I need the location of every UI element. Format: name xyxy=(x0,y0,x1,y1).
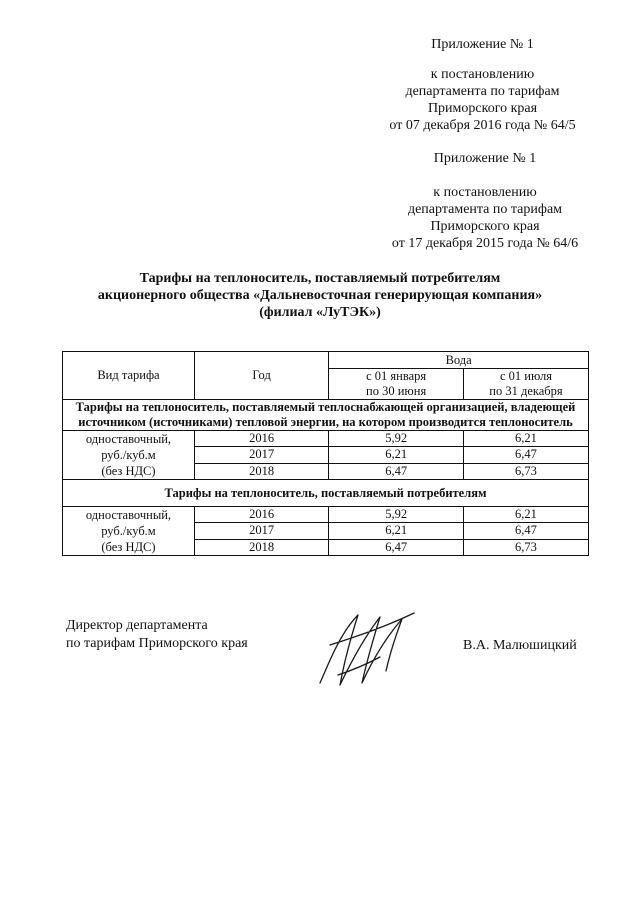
cell-year: 2018 xyxy=(194,539,328,555)
cell-value: 6,47 xyxy=(463,447,588,463)
row-label-line: (без НДС) xyxy=(101,464,156,478)
header-water: Вода xyxy=(329,352,589,369)
cell-value: 6,21 xyxy=(329,447,464,463)
appendix-heading: Приложение № 1 xyxy=(433,151,537,166)
section-title-row xyxy=(63,480,589,507)
cell-value: 6,21 xyxy=(329,523,464,539)
cell-value: 6,21 xyxy=(463,431,588,447)
header-tariff-type: Вид тарифа xyxy=(63,352,195,400)
header-period-1 xyxy=(329,369,464,400)
handwritten-signature xyxy=(310,605,420,690)
cell-value: 6,73 xyxy=(463,539,588,555)
row-label-line: одноставочный, xyxy=(85,432,172,446)
signer-name: В.А. Малюшицкий xyxy=(463,638,577,653)
cell-year: 2016 xyxy=(194,431,328,447)
row-label xyxy=(63,431,195,480)
document-title xyxy=(60,270,580,321)
cell-year: 2018 xyxy=(194,463,328,479)
header-period-line: с 01 июля xyxy=(499,369,552,383)
cell-value: 6,47 xyxy=(329,463,464,479)
cell-value: 6,47 xyxy=(463,523,588,539)
appendix-line: к постановлению xyxy=(430,67,535,82)
table-row xyxy=(63,507,589,523)
header-period-line: с 01 января xyxy=(366,369,427,383)
cell-value: 6,21 xyxy=(463,507,588,523)
row-label-line: руб./куб.м xyxy=(101,524,156,538)
appendix-block-2 xyxy=(360,150,610,252)
row-label-line: одноставочный, xyxy=(85,508,172,522)
tariff-table xyxy=(62,351,589,556)
title-line: Тарифы на теплоноситель, поставляемый потребителям xyxy=(139,271,501,286)
row-label-line: (без НДС) xyxy=(101,540,156,554)
cell-value: 6,47 xyxy=(329,539,464,555)
section-title: Тарифы на теплоноситель, поставляемый потребителям xyxy=(63,480,589,507)
signer-position-line: Директор департамента xyxy=(66,618,208,633)
appendix-line: Приморского края xyxy=(427,101,538,116)
cell-year: 2017 xyxy=(194,523,328,539)
appendix-line: Приморского края xyxy=(430,219,540,234)
header-period-line: по 31 декабря xyxy=(489,384,563,398)
cell-value: 5,92 xyxy=(329,431,464,447)
header-period-line: по 30 июня xyxy=(366,384,427,398)
appendix-block-1 xyxy=(360,36,605,134)
signer-position-line: по тарифам Приморского края xyxy=(66,636,248,651)
title-line: акционерного общества «Дальневосточная генерирующая компания» xyxy=(97,288,543,303)
header-period-2 xyxy=(463,369,588,400)
appendix-heading: Приложение № 1 xyxy=(431,37,534,52)
cell-value: 5,92 xyxy=(329,507,464,523)
cell-value: 6,73 xyxy=(463,463,588,479)
header-year: Год xyxy=(194,352,328,400)
row-label-line: руб./куб.м xyxy=(101,448,156,462)
signer-position xyxy=(66,617,248,653)
appendix-line: департамента по тарифам xyxy=(405,84,560,99)
section-title-row xyxy=(63,400,589,431)
appendix-line: департамента по тарифам xyxy=(407,202,563,217)
row-label xyxy=(63,507,195,556)
appendix-line: к постановлению xyxy=(433,185,537,200)
section-title: Тарифы на теплоноситель, поставляемый теплоснабжающей организацией, владеющей источником (источниками) тепловой энергии, на котором производится теплоноситель xyxy=(63,400,589,431)
cell-year: 2017 xyxy=(194,447,328,463)
appendix-line: от 17 декабря 2015 года № 64/6 xyxy=(391,236,579,251)
table-row xyxy=(63,431,589,447)
title-line: (филиал «ЛуТЭК») xyxy=(259,305,381,320)
cell-year: 2016 xyxy=(194,507,328,523)
appendix-line: от 07 декабря 2016 года № 64/5 xyxy=(389,118,576,133)
header-row xyxy=(63,352,589,369)
